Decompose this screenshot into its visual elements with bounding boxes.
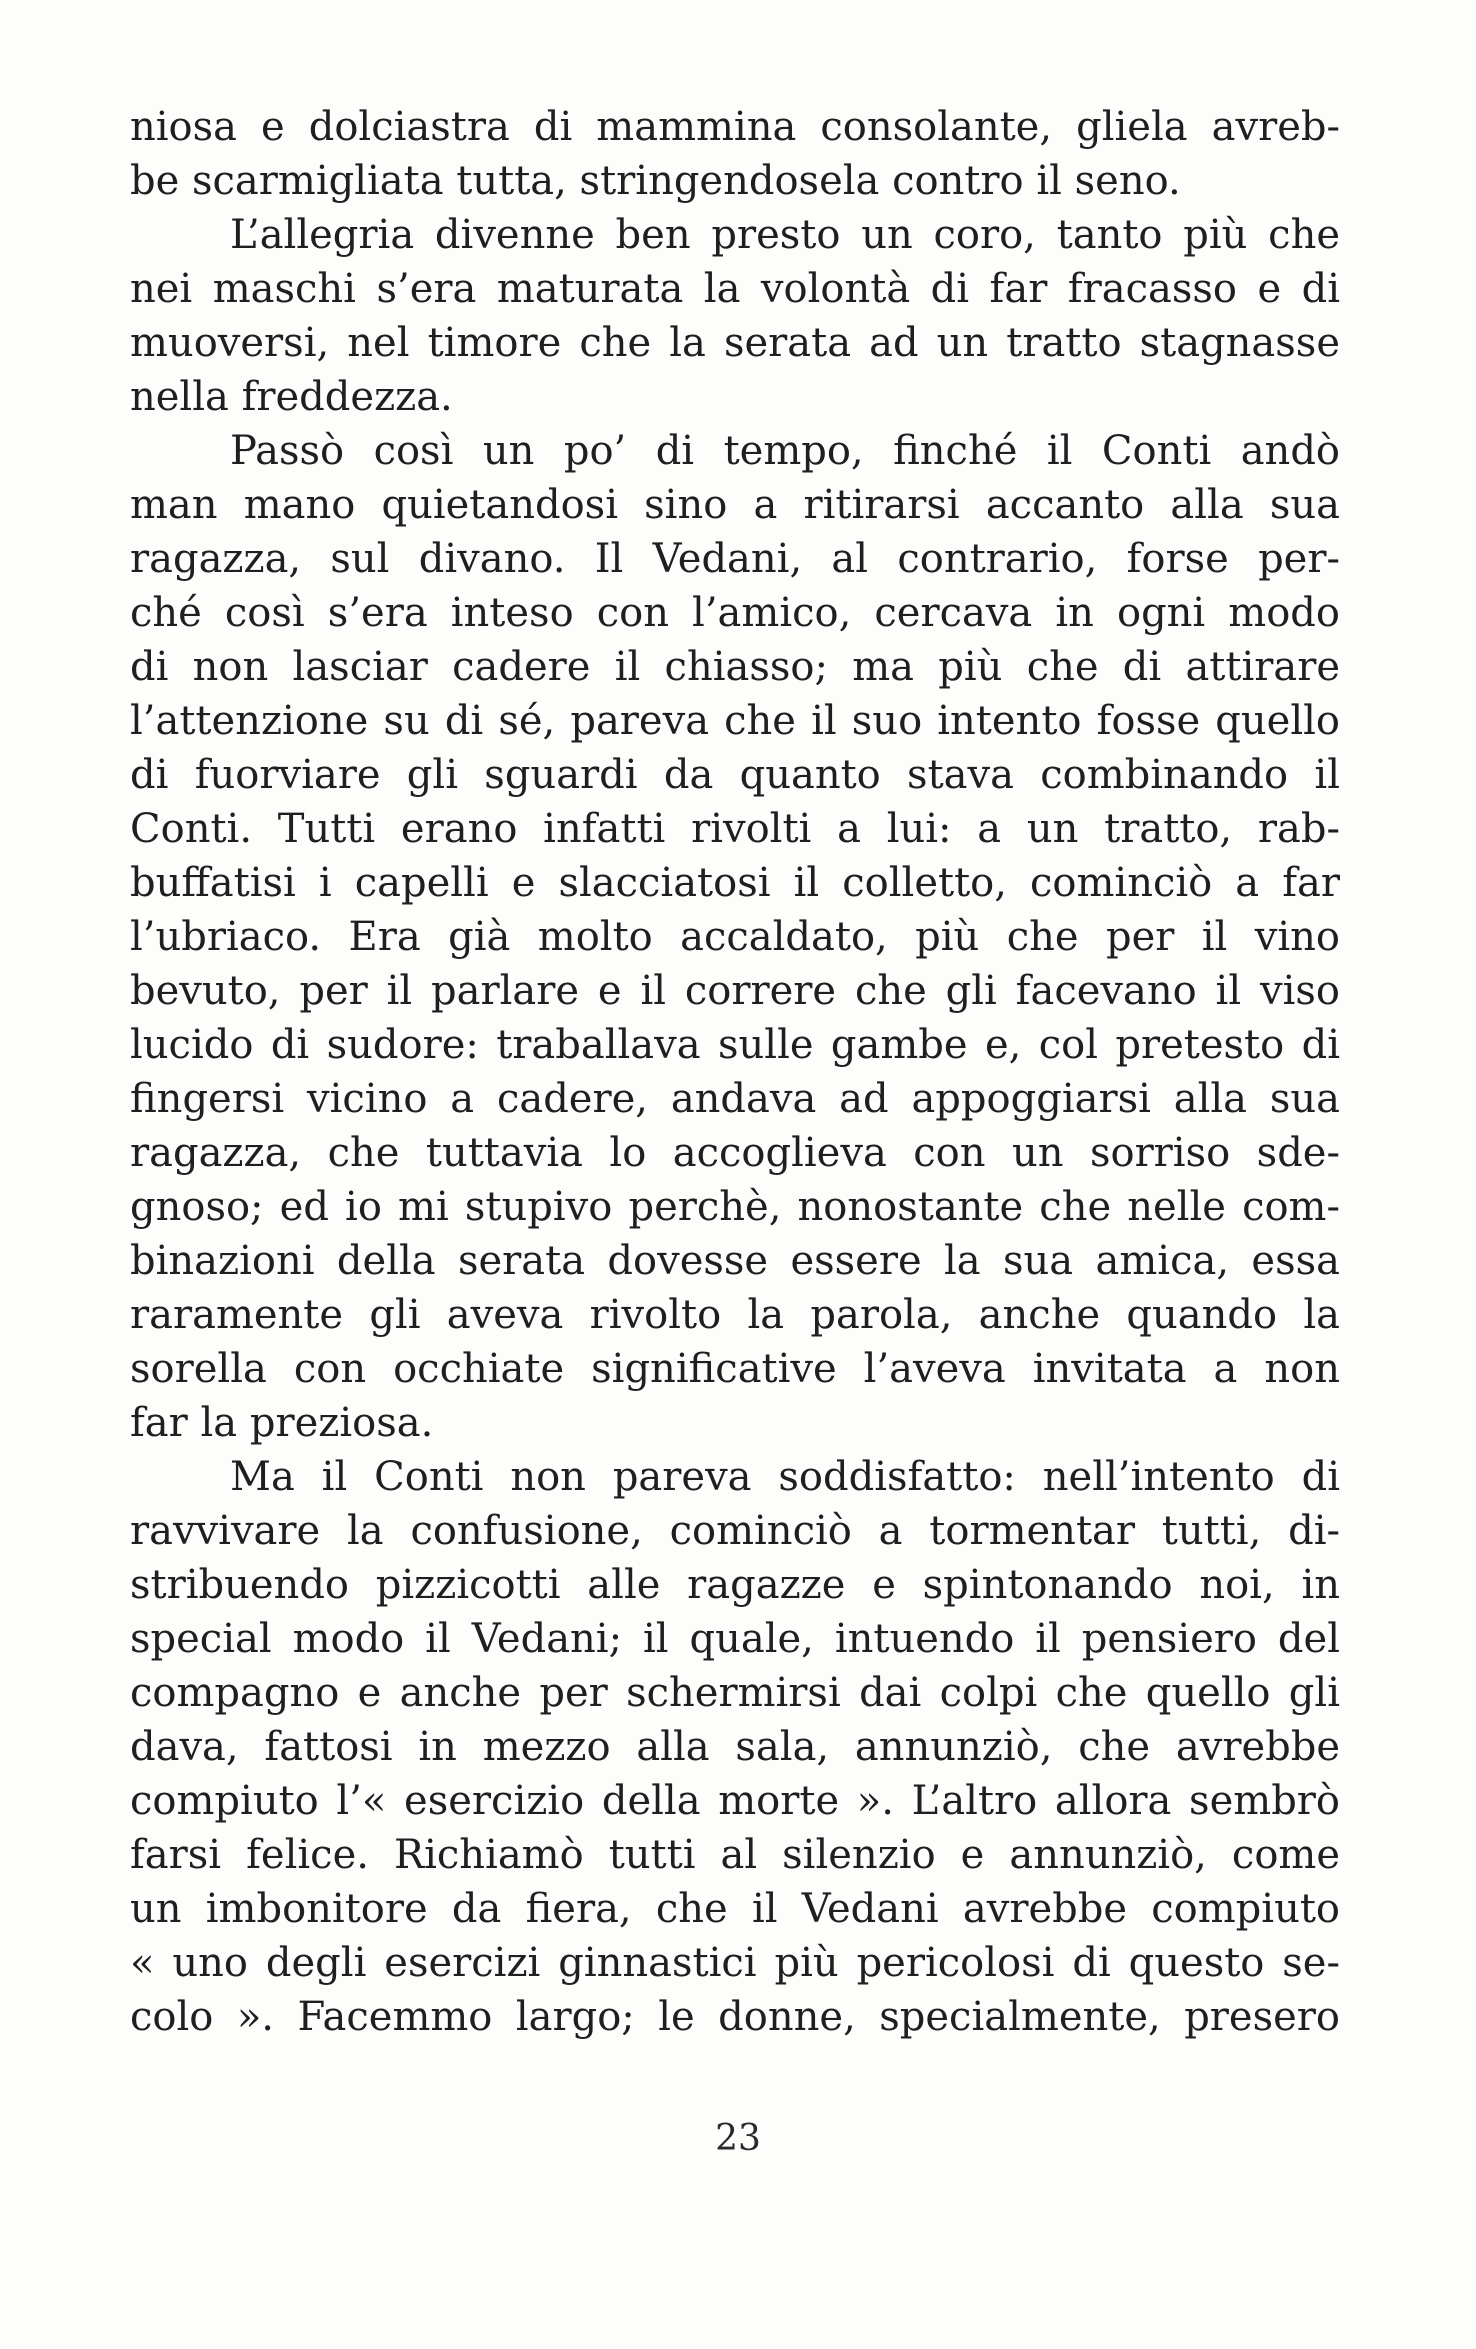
text-line: sorella con occhiate significative l’aveva invitata a non [130, 1346, 1340, 1392]
text-line: compiuto l’« esercizio della morte ». L’altro allora sembrò [130, 1778, 1340, 1824]
text-line: Passò così un po’ di tempo, finché il Conti andò [230, 428, 1340, 474]
body-text [130, 100, 1340, 2044]
text-line: un imbonitore da fiera, che il Vedani avrebbe compiuto [130, 1886, 1340, 1932]
text-line: nella freddezza. [130, 374, 453, 420]
text-line: Ma il Conti non pareva soddisfatto: nell’intento di [230, 1454, 1340, 1500]
text-line: Conti. Tutti erano infatti rivolti a lui: a un tratto, rab- [130, 806, 1340, 852]
text-line: « uno degli esercizi ginnastici più pericolosi di questo se- [130, 1940, 1340, 1986]
text-line: binazioni della serata dovesse essere la sua amica, essa [130, 1238, 1340, 1284]
text-line: di non lasciar cadere il chiasso; ma più che di attirare [130, 644, 1340, 690]
page-number: 23 [715, 2118, 761, 2159]
text-line: ragazza, sul divano. Il Vedani, al contrario, forse per- [130, 536, 1340, 582]
text-line: compagno e anche per schermirsi dai colpi che quello gli [130, 1670, 1340, 1716]
text-line: special modo il Vedani; il quale, intuendo il pensiero del [130, 1616, 1340, 1662]
text-line: raramente gli aveva rivolto la parola, anche quando la [130, 1292, 1340, 1338]
text-line: far la preziosa. [130, 1400, 434, 1446]
text-line: farsi felice. Richiamò tutti al silenzio e annunziò, come [130, 1832, 1340, 1878]
text-line: lucido di sudore: traballava sulle gambe e, col pretesto di [130, 1022, 1340, 1068]
text-line: ravvivare la confusione, cominciò a tormentar tutti, di- [130, 1508, 1340, 1554]
text-line: bevuto, per il parlare e il correre che gli facevano il viso [130, 968, 1340, 1014]
text-line: muoversi, nel timore che la serata ad un tratto stagnasse [130, 320, 1340, 366]
text-line: gnoso; ed io mi stupivo perchè, nonostante che nelle com- [130, 1184, 1340, 1230]
text-line: stribuendo pizzicotti alle ragazze e spintonando noi, in [130, 1562, 1340, 1608]
text-line: niosa e dolciastra di mammina consolante, gliela avreb- [130, 104, 1340, 150]
text-line: be scarmigliata tutta, stringendosela contro il seno. [130, 158, 1181, 204]
text-line: di fuorviare gli sguardi da quanto stava combinando il [130, 752, 1340, 798]
text-line: dava, fattosi in mezzo alla sala, annunziò, che avrebbe [130, 1724, 1340, 1770]
text-line: man mano quietandosi sino a ritirarsi accanto alla sua [130, 482, 1340, 528]
text-line: fingersi vicino a cadere, andava ad appoggiarsi alla sua [130, 1076, 1340, 1122]
text-line: ragazza, che tuttavia lo accoglieva con un sorriso sde- [130, 1130, 1340, 1176]
text-line: buffatisi i capelli e slacciatosi il colletto, cominciò a far [130, 860, 1340, 906]
text-line: l’attenzione su di sé, pareva che il suo intento fosse quello [130, 698, 1340, 744]
text-line: l’ubriaco. Era già molto accaldato, più che per il vino [130, 914, 1340, 960]
text-line: colo ». Facemmo largo; le donne, specialmente, presero [130, 1994, 1340, 2040]
text-line: ché così s’era inteso con l’amico, cercava in ogni modo [130, 590, 1340, 636]
text-line: L’allegria divenne ben presto un coro, tanto più che [230, 212, 1340, 258]
text-line: nei maschi s’era maturata la volontà di far fracasso e di [130, 266, 1340, 312]
